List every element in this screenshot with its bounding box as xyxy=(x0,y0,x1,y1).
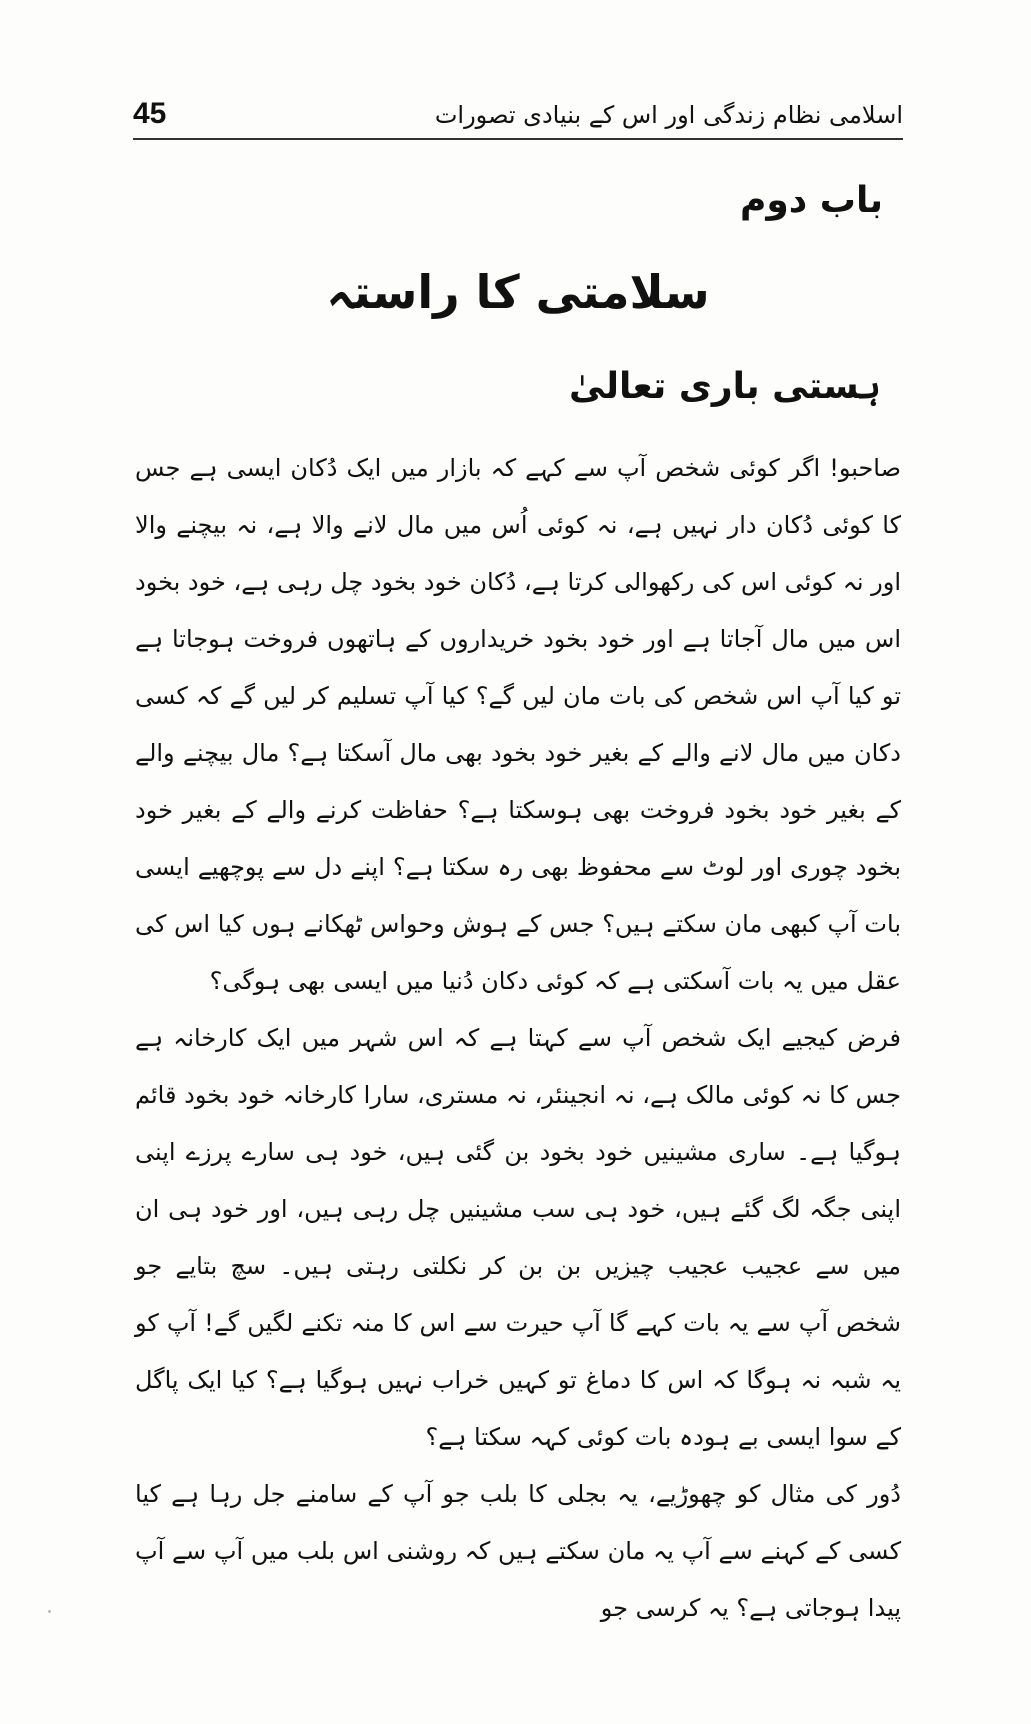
page-header xyxy=(133,96,903,140)
chapter-title: سلامتی کا راستہ xyxy=(326,265,710,319)
page-number: 45 xyxy=(133,97,167,130)
header-divider xyxy=(133,138,903,140)
body-text xyxy=(135,440,901,1637)
chapter-label: باب دوم xyxy=(740,180,883,221)
section-heading: ہستی باری تعالیٰ xyxy=(569,366,881,407)
scan-speck xyxy=(48,1610,51,1613)
running-title: اسلامی نظام زندگی اور اس کے بنیادی تصورات xyxy=(434,101,903,129)
paragraph: فرض کیجیے ایک شخص آپ سے کہتا ہے کہ اس شہر میں ایک کارخانہ ہے جس کا نہ کوئی مالک ہے، نہ انجینئر، نہ مستری، سارا کارخانہ خود بخود قائم ہوگیا ہے۔ ساری مشینیں خود بخود بن گئی ہیں، خود ہی سارے پرزے اپنی اپنی جگہ لگ گئے ہیں، خود ہی سب مشینیں چل رہی ہیں، اور خود ہی ان میں سے عجیب عجیب چیزیں بن بن کر نکلتی رہتی ہیں۔ سچ بتایے جو شخص آپ سے یہ بات کہے گا آپ حیرت سے اس کا منہ تکنے لگیں گے! آپ کو یہ شبہ نہ ہوگا کہ اس کا دماغ تو کہیں خراب نہیں ہوگیا ہے؟ کیا ایک پاگل کے سوا ایسی بے ہودہ بات کوئی کہہ سکتا ہے؟ xyxy=(135,1024,901,1451)
paragraph: دُور کی مثال کو چھوڑیے، یہ بجلی کا بلب جو آپ کے سامنے جل رہا ہے کیا کسی کے کہنے سے آپ یہ مان سکتے ہیں کہ روشنی اس بلب میں آپ سے آپ پیدا ہوجاتی ہے؟ یہ کرسی جو xyxy=(135,1480,901,1622)
paragraph: صاحبو! اگر کوئی شخص آپ سے کہے کہ بازار میں ایک دُکان ایسی ہے جس کا کوئی دُکان دار نہیں ہے، نہ کوئی اُس میں مال لانے والا ہے، نہ بیچنے والا اور نہ کوئی اس کی رکھوالی کرتا ہے، دُکان خود بخود چل رہی ہے، خود بخود اس میں مال آجاتا ہے اور خود بخود خریداروں کے ہاتھوں فروخت ہوجاتا ہے تو کیا آپ اس شخص کی بات مان لیں گے؟ کیا آپ تسلیم کر لیں گے کہ کسی دکان میں مال لانے والے کے بغیر خود بخود بھی مال آسکتا ہے؟ مال بیچنے والے کے بغیر خود بخود فروخت بھی ہوسکتا ہے؟ حفاظت کرنے والے کے بغیر خود بخود چوری اور لوٹ سے محفوظ بھی رہ سکتا ہے؟ اپنے دل سے پوچھیے ایسی بات آپ کبھی مان سکتے ہیں؟ جس کے ہوش وحواس ٹھکانے ہوں کیا اس کی عقل میں یہ بات آسکتی ہے کہ کوئی دکان دُنیا میں ایسی بھی ہوگی؟ xyxy=(135,454,902,995)
